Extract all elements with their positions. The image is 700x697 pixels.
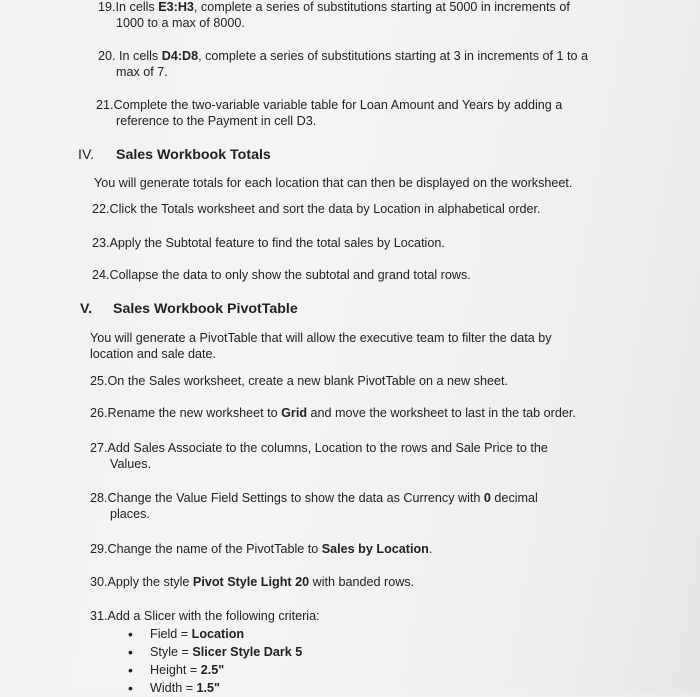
instruction-26 bbox=[90, 405, 576, 421]
instruction-22 bbox=[92, 201, 541, 217]
step-text: Add Sales Associate to the columns, Location to the rows and Sale Price to the bbox=[107, 441, 548, 455]
step-text: . bbox=[428, 542, 433, 556]
instruction-27 bbox=[90, 440, 548, 472]
step-text: Collapse the data to only show the subtotal and grand total rows. bbox=[109, 268, 471, 282]
step-text: In cells bbox=[119, 49, 162, 63]
step-number: 28. bbox=[90, 491, 108, 505]
step-number: 27. bbox=[90, 441, 108, 455]
criteria-value: Slicer Style Dark 5 bbox=[192, 645, 303, 659]
slicer-criteria-item bbox=[128, 679, 302, 697]
step-text: Rename the new worksheet to bbox=[107, 406, 282, 420]
criteria-label: Width = bbox=[150, 681, 197, 695]
step-bold: Grid bbox=[281, 406, 308, 420]
instruction-23 bbox=[92, 235, 445, 251]
step-text: and move the worksheet to last in the tab order. bbox=[307, 406, 576, 420]
step-text-line2: 1000 to a max of 8000. bbox=[116, 16, 245, 30]
step-text: , complete a series of substitutions starting at 3 in increments of 1 to a bbox=[198, 49, 589, 63]
step-text: Add a Slicer with the following criteria: bbox=[107, 609, 320, 623]
step-text: On the Sales worksheet, create a new blank PivotTable on a new sheet. bbox=[107, 374, 508, 388]
step-number: 19. bbox=[98, 0, 116, 14]
section-heading-iv bbox=[78, 147, 271, 163]
step-text-line2: max of 7. bbox=[116, 65, 168, 79]
section-numeral: V. bbox=[80, 301, 93, 317]
instruction-31 bbox=[90, 608, 320, 624]
step-text: Apply the Subtotal feature to find the total sales by Location. bbox=[109, 236, 445, 250]
section-title: Sales Workbook PivotTable bbox=[113, 301, 298, 317]
section-title: Sales Workbook Totals bbox=[116, 147, 271, 163]
step-text: Click the Totals worksheet and sort the data by Location in alphabetical order. bbox=[109, 202, 541, 216]
section-intro-v bbox=[90, 330, 552, 362]
intro-line2: location and sale date. bbox=[90, 347, 217, 361]
slicer-criteria-item bbox=[128, 625, 302, 643]
slicer-criteria-list bbox=[128, 625, 302, 697]
criteria-value: 1.5" bbox=[196, 681, 221, 695]
step-text: Change the Value Field Settings to show the data as Currency with bbox=[107, 491, 484, 505]
instruction-30 bbox=[90, 574, 414, 590]
instruction-20 bbox=[98, 48, 588, 80]
step-number: 31. bbox=[90, 609, 108, 623]
step-number: 21. bbox=[96, 98, 114, 112]
step-number: 25. bbox=[90, 374, 108, 388]
step-text: , complete a series of substitutions starting at 5000 in increments of bbox=[193, 0, 570, 14]
step-bold: Pivot Style Light 20 bbox=[192, 575, 310, 589]
instruction-21 bbox=[96, 97, 562, 129]
section-numeral: IV. bbox=[78, 147, 95, 163]
step-number: 20. bbox=[98, 49, 116, 63]
slicer-criteria-item bbox=[128, 661, 302, 679]
step-text: In cells bbox=[115, 0, 159, 14]
instruction-19 bbox=[98, 0, 570, 31]
criteria-label: Height = bbox=[150, 663, 201, 677]
step-text: Complete the two-variable variable table for Loan Amount and Years by adding a bbox=[113, 98, 563, 112]
instruction-29 bbox=[90, 541, 432, 557]
criteria-label: Field = bbox=[150, 627, 192, 641]
step-text: Change the name of the PivotTable to bbox=[107, 542, 322, 556]
criteria-value: Location bbox=[191, 627, 245, 641]
step-number: 30. bbox=[90, 575, 108, 589]
step-number: 24. bbox=[92, 268, 110, 282]
step-bold: E3:H3 bbox=[158, 0, 194, 14]
step-text: with banded rows. bbox=[309, 575, 415, 589]
criteria-label: Style = bbox=[150, 645, 193, 659]
intro-line1: You will generate a PivotTable that will allow the executive team to filter the data by bbox=[90, 331, 552, 345]
step-number: 26. bbox=[90, 406, 108, 420]
step-bold: D4:D8 bbox=[161, 49, 199, 63]
step-bold: Sales by Location bbox=[321, 542, 429, 556]
section-intro-iv: You will generate totals for each location that can then be displayed on the worksheet. bbox=[94, 176, 573, 190]
instruction-25 bbox=[90, 373, 508, 389]
step-text: decimal bbox=[490, 491, 538, 505]
step-text-line2: places. bbox=[110, 507, 150, 521]
step-text-line2: reference to the Payment in cell D3. bbox=[116, 114, 317, 128]
instruction-24 bbox=[92, 267, 471, 283]
instruction-28 bbox=[90, 490, 538, 522]
criteria-value: 2.5" bbox=[200, 663, 225, 677]
step-text: Apply the style bbox=[107, 575, 193, 589]
step-number: 23. bbox=[92, 236, 110, 250]
step-number: 22. bbox=[92, 202, 110, 216]
step-bold: 0 bbox=[483, 491, 491, 505]
step-text-line2: Values. bbox=[110, 457, 152, 471]
section-heading-v bbox=[80, 301, 298, 317]
slicer-criteria-item bbox=[128, 643, 302, 661]
step-number: 29. bbox=[90, 542, 108, 556]
